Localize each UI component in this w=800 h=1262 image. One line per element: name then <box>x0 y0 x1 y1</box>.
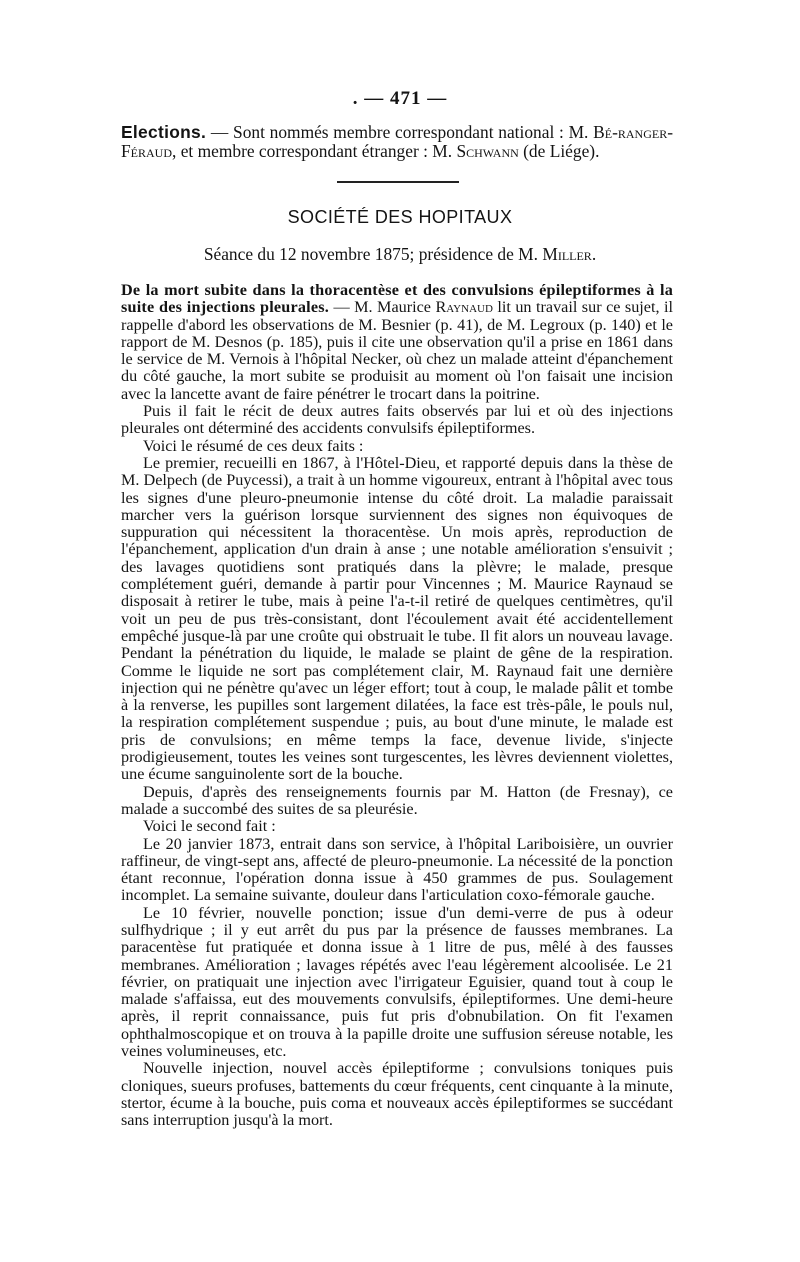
session-end: . <box>591 244 597 264</box>
paragraph: Nouvelle injection, nouvel accès épileptiforme ; convulsions toniques puis cloniques, sueurs profuses, battements du cœur fréquents, cent cinquante à la minute, stertor, écume à la bouche, puis coma et nouveaux accès épileptiformes se succédant sans interruption jusqu'à la mort. <box>121 1059 673 1130</box>
elections-text-3: (de Liége). <box>518 141 600 161</box>
section-title: SOCIÉTÉ DES HOPITAUX <box>287 207 513 227</box>
section-divider <box>337 181 459 183</box>
paragraph: Le 20 janvier 1873, entrait dans son service, à l'hôpital Lariboisière, un ouvrier raffineur, de vingt-sept ans, affecté de pleuro-pneumonie. La nécessité de la ponction étant reconnue, l'opération donna issue à 450 grammes de pus. Soulagement incomplet. La semaine suivante, douleur dans l'articulation coxo-fémorale gauche. <box>121 834 673 905</box>
elections-text-1: — Sont nommés membre correspondant national : M. <box>206 122 594 142</box>
session-president: Miller <box>542 244 592 264</box>
elections-text-2: , et membre correspondant étranger : M. <box>172 141 457 161</box>
paragraph: Voici le résumé de ces deux faits : <box>143 436 364 455</box>
elections-notice <box>121 123 673 161</box>
paragraph: Le premier, recueilli en 1867, à l'Hôtel-Dieu, et rapporté depuis dans la thèse de M. Delpech (de Puycessi), a trait à un homme vigoureux, entrant à l'hôpital avec tous les signes d'une pleuro-pneumonie intense du côté droit. La maladie paraissait marcher vers la guérison lorsque surviennent des signes non équivoques de suppuration qui nécessitent la thoracentèse. Un mois après, reproduction de l'épanchement, application d'un drain à anse ; une notable amélioration s'ensuivit ; des lavages quotidiens sont pratiqués dans la plèvre; le malade, presque complétement guéri, demande à partir pour Vincennes ; M. Maurice Raynaud se disposait à retirer le tube, mais à peine l'a-t-il retiré de quelques centimètres, qu'il voit un peu de pus très-consistant, dont l'écoulement avait été accidentellement empêché jusque-là par une croûte qui obstruait le tube. Il fit alors un nouveau lavage. Pendant la pénétration du liquide, le malade se plaint de gêne de la respiration. Comme le liquide ne sort pas complétement clair, M. Raynaud fait une dernière injection qui ne pénètre qu'avec un léger effort; tout à coup, le malade pâlit et tombe à la renverse, les pupilles sont largement dilatées, la face est très-pâle, le pouls nul, la respiration complétement suspendue ; puis, au bout d'une minute, le malade est pris de convulsions; en même temps la face, devenue livide, s'injecte prodigieusement, toutes les veines sont turgescentes, les lèvres deviennent violettes, une écume sanguinolente sort de la bouche. <box>121 453 673 784</box>
page-number: . — 471 — <box>352 88 448 109</box>
paragraph: Le 10 février, nouvelle ponction; issue d'un demi-verre de pus à odeur sulfhydrique ; il y eut arrêt du pus par la présence de fausses membranes. La paracentèse fut pratiquée et donna issue à 1 litre de pus, mêlé à des fausses membranes. Amélioration ; lavages répétés avec l'eau légèrement alcoolisée. Le 21 février, on pratiquait une injection avec l'irrigateur Eguisier, quand tout à coup le malade s'affaissa, eut des mouvements convulsifs, épileptiformes. Une demi-heure après, il reprit connaissance, puis fut pris d'obnubilation. On fit l'examen ophthalmoscopique et on trouva à la papille droite une suffusion séreuse notable, les veines volumineuses, etc. <box>121 903 673 1061</box>
elections-name-2: Schwann <box>456 141 519 161</box>
article-intro <box>121 282 673 403</box>
article-intro-1: — M. Maurice <box>329 298 436 317</box>
article-author: Raynaud <box>435 298 493 317</box>
article-title: De la mort subite dans la thoracentèse et des convulsions épileptiformes à la suite des injections pleurales. <box>121 281 673 317</box>
paragraph: Puis il fait le récit de deux autres faits observés par lui et où des injections pleurales ont déterminé des accidents convulsifs épileptiformes. <box>121 402 673 438</box>
article-intro-2: lit un travail sur ce sujet, il rappelle d'abord les observations de M. Besnier (p. 41), de M. Legroux (p. 140) et le rapport de M. Desnos (p. 185), puis il cite une observation qu'il a prise en 1861 dans le service de M. Vernois à l'hôpital Necker, où chez un malade atteint d'épanchement du côté gauche, la mort subite se produisit au moment où l'on faisait une incision avec la lancette avant de faire pénétrer le trocart dans la poitrine. <box>121 298 673 403</box>
session-line <box>0 244 800 265</box>
paragraph: Voici le second fait : <box>143 817 276 836</box>
elections-name-1: Bé-ranger-Féraud <box>121 122 673 161</box>
session-text: Séance du 12 novembre 1875; présidence de M. <box>203 244 543 264</box>
article-body <box>121 282 673 1130</box>
elections-label: Elections. <box>121 122 207 142</box>
paragraph: Depuis, d'après des renseignements fournis par M. Hatton (de Fresnay), ce malade a succombé des suites de sa pleurésie. <box>121 782 673 818</box>
